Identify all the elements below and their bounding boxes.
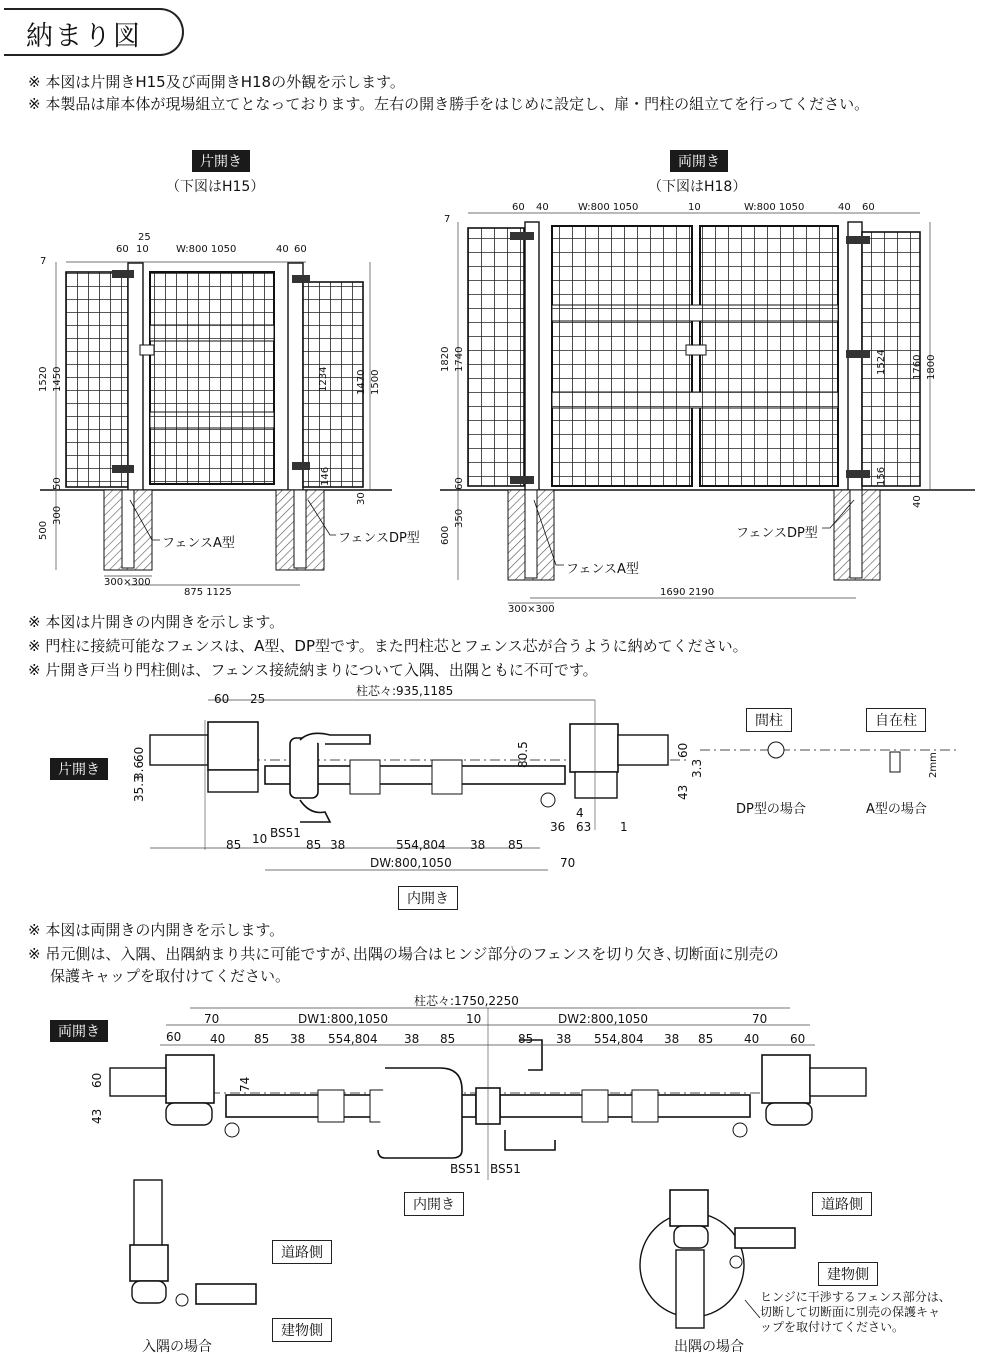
- dim: 85: [440, 1032, 456, 1046]
- dim: 1800: [926, 354, 937, 380]
- dim: 1520: [38, 366, 49, 392]
- dim: 1820: [440, 346, 451, 372]
- dim: 25: [250, 692, 266, 706]
- label-fence-dp: フェンスDP型: [736, 526, 818, 541]
- dim: 43: [676, 784, 690, 800]
- dim: 25: [138, 232, 151, 243]
- dim: 600: [440, 525, 451, 545]
- dim: W:800 1050: [176, 244, 237, 255]
- dim: 85: [226, 838, 242, 852]
- dim: 35.3: [132, 775, 146, 802]
- dim: DW1:800,1050: [298, 1012, 389, 1026]
- dim: 554,804: [594, 1032, 644, 1046]
- dim: 85: [254, 1032, 270, 1046]
- dim: 4: [576, 806, 584, 820]
- double-elevation: [440, 213, 975, 603]
- dim: W:800 1050: [578, 202, 639, 213]
- dim: 10: [466, 1012, 482, 1026]
- dim: 60: [862, 202, 875, 213]
- dim: 85: [518, 1032, 534, 1046]
- dim: 60: [132, 746, 146, 762]
- single-subtitle: （下図はH15）: [166, 179, 265, 195]
- dim: 1524: [876, 349, 887, 375]
- dim: BS51: [270, 826, 301, 840]
- dim: 80.5: [516, 741, 530, 768]
- open-label: 内開き: [404, 1192, 464, 1216]
- dim: 40: [912, 495, 923, 508]
- note-mid-1: ※ 本図は片開きの内開きを示します。: [28, 613, 285, 631]
- dim: 74: [238, 1076, 252, 1092]
- double-subtitle: （下図はH18）: [648, 179, 747, 195]
- dim: 柱芯々:1750,2250: [414, 994, 519, 1008]
- dim: 38: [470, 838, 486, 852]
- dim: BS51: [450, 1162, 481, 1176]
- dim: 38: [404, 1032, 420, 1046]
- dim: 60: [512, 202, 525, 213]
- dim: 7: [444, 214, 451, 225]
- dim: 10: [252, 832, 268, 846]
- dim: 300: [52, 505, 63, 525]
- dim: 60: [90, 1072, 104, 1088]
- note-mid-2: ※ 門柱に接続可能なフェンスは、A型、DP型です。また門柱芯とフェンス芯が合うように納めてください。: [28, 637, 748, 655]
- dim: 1500: [370, 369, 381, 395]
- dim: 10: [136, 244, 149, 255]
- dim: 60: [790, 1032, 806, 1046]
- double-tag: 両開き: [670, 150, 728, 172]
- dim: W:800 1050: [744, 202, 805, 213]
- dim: 70: [752, 1012, 768, 1026]
- dim: 7: [40, 256, 47, 267]
- plan-double-tag: 両開き: [50, 1020, 108, 1042]
- dim: 63: [576, 820, 592, 834]
- dim: 70: [560, 856, 576, 870]
- label-fence-dp: フェンスDP型: [338, 531, 420, 546]
- dim: 146: [320, 466, 331, 486]
- dim: 156: [876, 466, 887, 486]
- corner-note-line: ップを取付けてください。: [760, 1320, 905, 1334]
- dim: 1234: [318, 366, 329, 392]
- single-tag: 片開き: [192, 150, 250, 172]
- dim: 40: [838, 202, 851, 213]
- dim: 36: [550, 820, 566, 834]
- dim: 554,804: [396, 838, 446, 852]
- dim: 30: [356, 492, 367, 505]
- legend-jizaibashira: 自在柱: [866, 708, 926, 732]
- label-fence-a: フェンスA型: [566, 562, 639, 577]
- note-low-2: ※ 吊元側は、入隅、出隅納まり共に可能ですが､出隅の場合はヒンジ部分のフェンスを切り欠き､切断面に別売の: [28, 945, 779, 963]
- dim: 60: [454, 477, 465, 490]
- page-title: 納まり図: [26, 21, 142, 52]
- road-side-label: 道路側: [272, 1240, 332, 1264]
- dim: 300×300: [104, 577, 151, 588]
- plan-single: [150, 700, 960, 870]
- dim: 40: [744, 1032, 760, 1046]
- dim: 50: [52, 477, 63, 490]
- legend-a-case: A型の場合: [866, 802, 927, 817]
- road-side-label: 道路側: [812, 1192, 872, 1216]
- dim: 60: [676, 742, 690, 758]
- dim: DW2:800,1050: [558, 1012, 649, 1026]
- dim: 60: [166, 1030, 182, 1044]
- dim: 85: [508, 838, 524, 852]
- dim: 60: [294, 244, 307, 255]
- dim: DW:800,1050: [370, 856, 452, 870]
- note-top-1: ※ 本図は片開きH15及び両開きH18の外観を示します。: [28, 73, 405, 91]
- dim: 1740: [454, 346, 465, 372]
- dim: 1470: [356, 369, 367, 395]
- dim: 1760: [912, 354, 923, 380]
- dim: 2mm: [928, 752, 939, 778]
- dim: 350: [454, 508, 465, 528]
- dim: 875 1125: [184, 587, 232, 598]
- dim: 40: [276, 244, 289, 255]
- dim: 85: [698, 1032, 714, 1046]
- dim: 500: [38, 520, 49, 540]
- dim: 38: [330, 838, 346, 852]
- dim: 3.3: [690, 758, 704, 778]
- label-fence-a: フェンスA型: [162, 536, 235, 551]
- outer-corner-label: 出隅の場合: [674, 1339, 744, 1355]
- note-low-1: ※ 本図は両開きの内開きを示します。: [28, 921, 285, 939]
- dim: 300×300: [508, 604, 555, 615]
- dim: 10: [688, 202, 701, 213]
- dim: 40: [536, 202, 549, 213]
- plan-single-tag: 片開き: [50, 758, 108, 780]
- dim: 3.6: [132, 760, 146, 780]
- note-top-2: ※ 本製品は扉本体が現場組立てとなっております。左右の開き勝手をはじめに設定し、扉・門柱の組立てを行ってください。: [28, 95, 870, 113]
- note-mid-3: ※ 片開き戸当り門柱側は、フェンス接続納まりについて入隅、出隅ともに不可です。: [28, 661, 598, 679]
- corner-note-line: ヒンジに干渉するフェンス部分は、: [760, 1290, 951, 1304]
- dim: BS51: [490, 1162, 521, 1176]
- open-label: 内開き: [398, 886, 458, 910]
- dim: 柱芯々:935,1185: [356, 684, 454, 698]
- dim: 43: [90, 1108, 104, 1124]
- dim: 1: [620, 820, 628, 834]
- corner-note: [760, 1290, 951, 1335]
- dim: 554,804: [328, 1032, 378, 1046]
- dim: 40: [210, 1032, 226, 1046]
- dim: 1690 2190: [660, 587, 715, 598]
- dim: 38: [290, 1032, 306, 1046]
- legend-dp-case: DP型の場合: [736, 802, 806, 817]
- note-low-3: 保護キャップを取付けてください。: [50, 967, 291, 985]
- dim: 85: [306, 838, 322, 852]
- corner-note-line: 切断して切断面に別売の保護キャ: [760, 1305, 941, 1319]
- dim: 60: [116, 244, 129, 255]
- dim: 70: [204, 1012, 220, 1026]
- building-side-label: 建物側: [818, 1262, 878, 1286]
- legend-mabashira: 間柱: [746, 708, 792, 732]
- dim: 1450: [52, 366, 63, 392]
- dim: 38: [556, 1032, 572, 1046]
- inner-corner-label: 入隅の場合: [142, 1339, 212, 1355]
- dim: 38: [664, 1032, 680, 1046]
- building-side-label: 建物側: [272, 1318, 332, 1342]
- dim: 60: [214, 692, 230, 706]
